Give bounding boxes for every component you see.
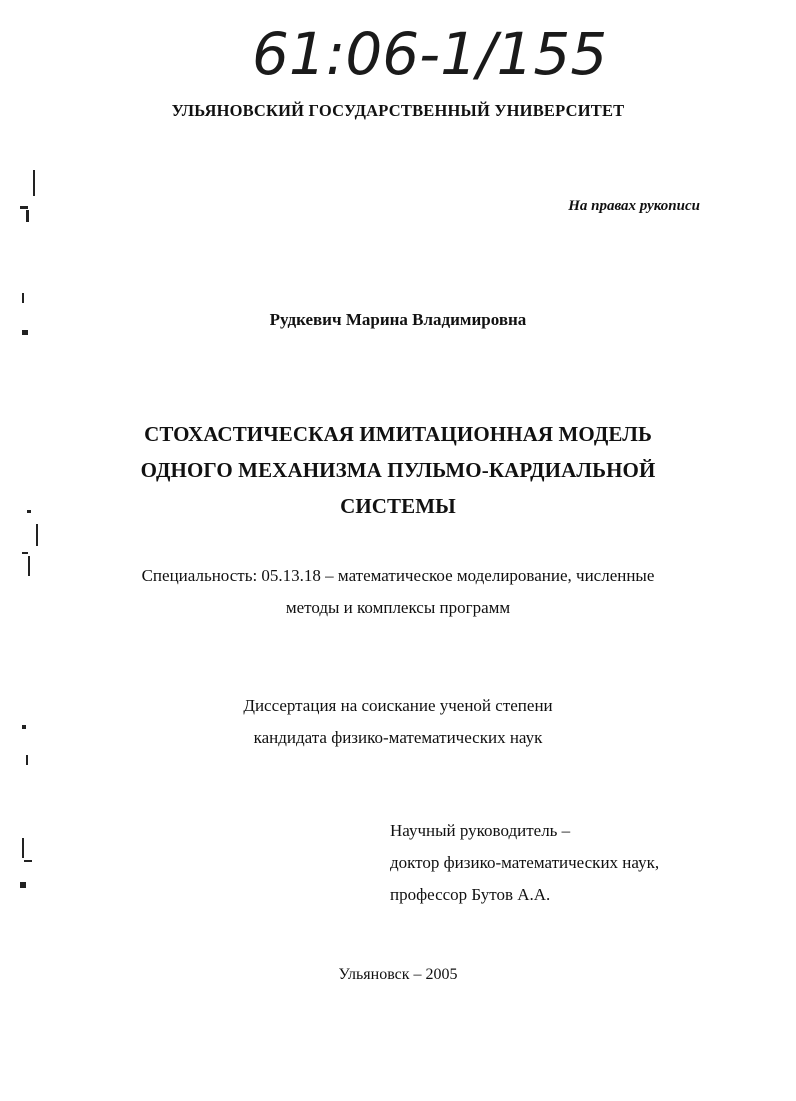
specialty-block — [0, 560, 796, 624]
handwritten-archive-number — [250, 8, 608, 88]
title-line-3: СИСТЕМЫ — [340, 494, 456, 518]
scan-mark — [36, 524, 38, 546]
scan-mark — [26, 210, 29, 222]
scan-mark — [26, 755, 28, 765]
author-name: Рудкевич Марина Владимировна — [269, 310, 527, 329]
advisor-line-1: Научный руководитель – — [390, 821, 571, 840]
scan-mark — [22, 552, 28, 554]
scan-mark — [24, 860, 32, 862]
scan-mark — [28, 556, 30, 576]
manuscript-rights-note: На правах рукописи — [568, 198, 700, 214]
dissertation-title — [0, 416, 796, 524]
scan-mark — [20, 206, 28, 209]
advisor-block — [390, 815, 659, 911]
scan-mark — [22, 330, 28, 335]
advisor-line-2: доктор физико-математических наук, — [390, 853, 660, 872]
svg-text:61:06-1/155: 61:06-1/155 — [252, 20, 608, 88]
scan-mark — [20, 882, 26, 888]
scan-mark — [33, 170, 35, 196]
scan-mark — [22, 725, 26, 729]
scan-mark — [27, 510, 31, 513]
scan-mark — [22, 838, 24, 858]
degree-line-2: кандидата физико-математических наук — [253, 728, 543, 747]
advisor-line-3: профессор Бутов А.А. — [390, 885, 551, 904]
scan-mark — [22, 293, 24, 303]
specialty-line-2: методы и комплексы программ — [285, 598, 511, 617]
degree-block — [0, 690, 796, 754]
degree-line-1: Диссертация на соискание ученой степени — [243, 696, 553, 715]
title-line-1: СТОХАСТИЧЕСКАЯ ИМИТАЦИОННАЯ МОДЕЛЬ — [144, 422, 652, 446]
specialty-line-1: Специальность: 05.13.18 – математическое моделирование, численные — [141, 566, 655, 585]
city-year: Ульяновск – 2005 — [338, 966, 458, 983]
university-name: УЛЬЯНОВСКИЙ ГОСУДАРСТВЕННЫЙ УНИВЕРСИТЕТ — [171, 101, 625, 120]
title-line-2: ОДНОГО МЕХАНИЗМА ПУЛЬМО-КАРДИАЛЬНОЙ — [140, 458, 656, 482]
